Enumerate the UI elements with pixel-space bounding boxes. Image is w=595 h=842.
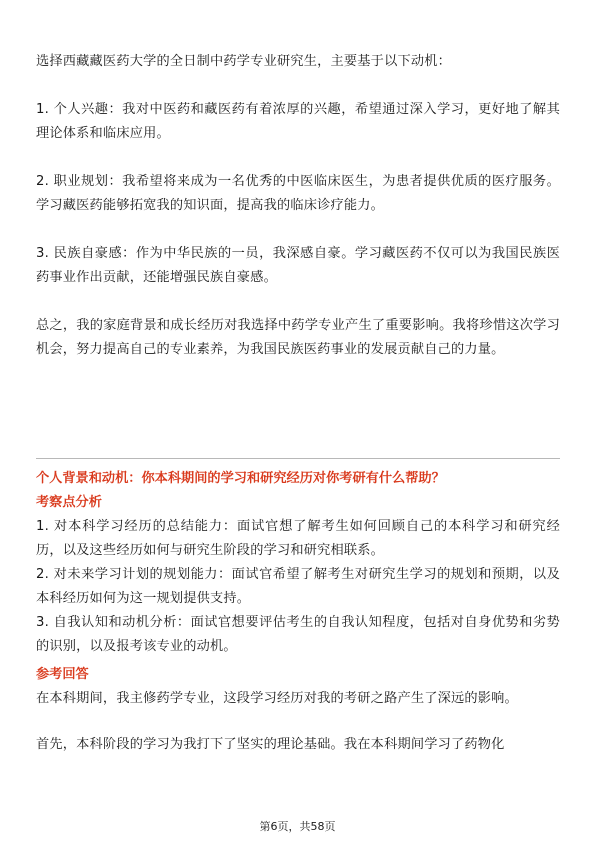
analysis-point-2: 2. 对未来学习计划的规划能力：面试官希望了解考生对研究生学习的规划和预期，以及本科经历如何为这一规划提供支持。 [36, 567, 560, 606]
section-divider [36, 458, 560, 459]
upper-section [36, 50, 560, 362]
answer-paragraph-2: 首先，本科阶段的学习为我打下了坚实的理论基础。我在本科期间学习了药物化 [36, 737, 505, 752]
question-title: 个人背景和动机：你本科期间的学习和研究经历对你考研有什么帮助？ [36, 471, 445, 486]
answer-paragraph-1: 在本科期间，我主修药学专业，这段学习经历对我的考研之路产生了深远的影响。 [36, 691, 518, 706]
page-number: 第6页，共58页 [259, 820, 336, 833]
motive-2-paragraph: 2. 职业规划：我希望将来成为一名优秀的中医临床医生，为患者提供优质的医疗服务。学习藏医药能够拓宽我的知识面，提高我的临床诊疗能力。 [36, 174, 560, 213]
question-section [36, 467, 560, 757]
analysis-point-3: 3. 自我认知和动机分析：面试官想要评估考生的自我认知程度，包括对自身优势和劣势的识别，以及报考该专业的动机。 [36, 615, 560, 654]
analysis-heading: 考察点分析 [36, 495, 102, 510]
analysis-point-1: 1. 对本科学习经历的总结能力：面试官想了解考生如何回顾自己的本科学习和研究经历，以及这些经历如何与研究生阶段的学习和研究相联系。 [36, 519, 560, 558]
summary-paragraph: 总之，我的家庭背景和成长经历对我选择中药学专业产生了重要影响。我将珍惜这次学习机会，努力提高自己的专业素养，为我国民族医药事业的发展贡献自己的力量。 [36, 318, 560, 357]
answer-heading: 参考回答 [36, 667, 89, 682]
motive-1-paragraph: 1. 个人兴趣：我对中医药和藏医药有着浓厚的兴趣，希望通过深入学习，更好地了解其理论体系和临床应用。 [36, 102, 560, 141]
intro-paragraph: 选择西藏藏医药大学的全日制中药学专业研究生，主要基于以下动机： [36, 54, 452, 69]
motive-3-paragraph: 3. 民族自豪感：作为中华民族的一员，我深感自豪。学习藏医药不仅可以为我国民族医药事业作出贡献，还能增强民族自豪感。 [36, 246, 560, 285]
